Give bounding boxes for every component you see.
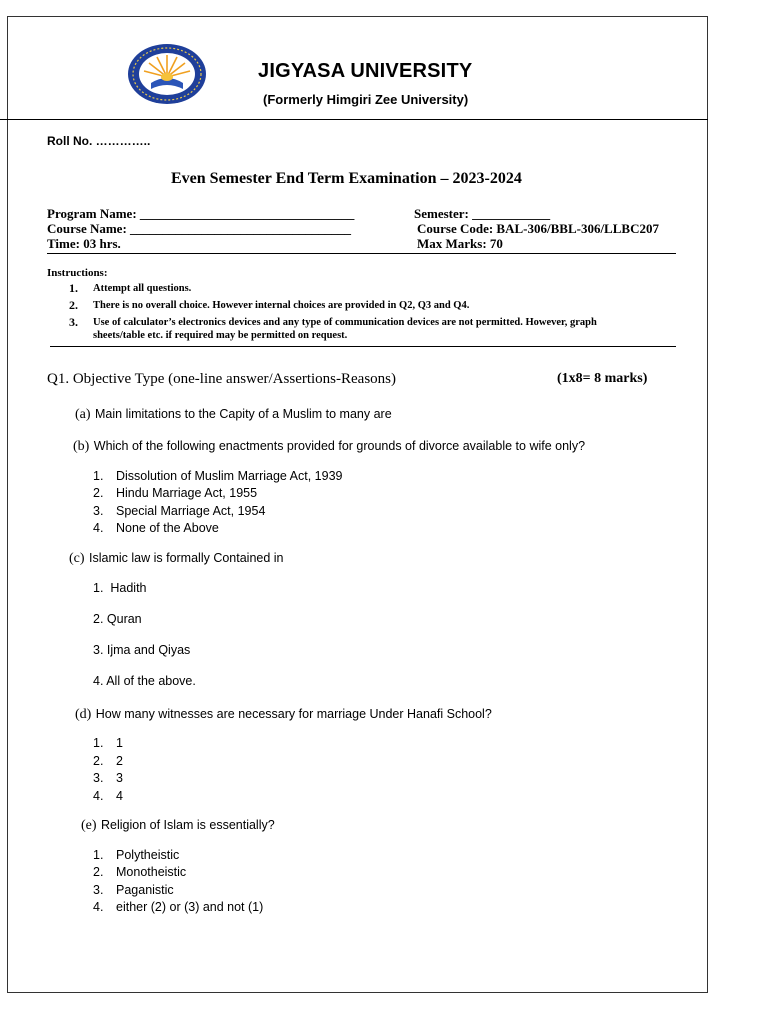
question-d-label: (d)	[75, 707, 92, 722]
university-logo-icon	[127, 43, 207, 105]
instructions-heading: Instructions:	[47, 267, 108, 279]
option-text: Dissolution of Muslim Marriage Act, 1939	[116, 469, 343, 483]
option-text: None of the Above	[116, 521, 219, 535]
question-d	[75, 705, 492, 723]
course-code: Course Code: BAL-306/BBL-306/LLBC207	[417, 221, 659, 236]
question-1-title: Q1. Objective Type (one-line answer/Assertions-Reasons)	[47, 371, 396, 387]
instruction-text: There is no overall choice. However internal choices are provided in Q2, Q3 and Q4.	[93, 300, 470, 311]
instruction-text: Use of calculator’s electronics devices and any type of communication devices are not permitted. However, graph	[93, 317, 597, 328]
question-c	[69, 549, 284, 567]
instruction-number: 1.	[69, 281, 78, 295]
university-subtitle: (Formerly Himgiri Zee University)	[263, 92, 469, 107]
option-number: 3.	[93, 883, 104, 897]
question-e	[81, 816, 275, 834]
question-c-text: Islamic law is formally Contained in	[89, 551, 284, 565]
instruction-number: 2.	[69, 298, 78, 312]
option-number: 1.	[93, 848, 104, 862]
option-number: 3.	[93, 771, 104, 785]
option-item: 4. All of the above.	[93, 674, 196, 688]
option-item: 2. Quran	[93, 612, 142, 626]
roll-number: Roll No. …………..	[47, 134, 151, 148]
course-name: Course Name: __________________________________	[47, 221, 352, 236]
exam-title: Even Semester End Term Examination – 2023-2024	[171, 170, 522, 187]
option-item: 3. Ijma and Qiyas	[93, 643, 191, 657]
header-divider	[0, 119, 708, 120]
option-number: 2.	[93, 754, 104, 768]
option-text: Hindu Marriage Act, 1955	[116, 486, 258, 500]
option-text: 4	[116, 789, 123, 803]
option-number: 1.	[93, 736, 104, 750]
max-marks: Max Marks: 70	[417, 236, 503, 251]
option-text: Paganistic	[116, 883, 174, 897]
program-name: Program Name: _________________________________	[47, 206, 355, 221]
option-number: 2.	[93, 486, 104, 500]
question-a-text: Main limitations to the Capity of a Muslim to many are	[95, 407, 392, 421]
option-number: 1.	[93, 469, 104, 483]
instructions-divider	[50, 346, 676, 347]
option-number: 4.	[93, 789, 104, 803]
instruction-number: 3.	[69, 315, 78, 329]
question-d-text: How many witnesses are necessary for marriage Under Hanafi School?	[95, 707, 492, 721]
question-a-label: (a)	[75, 407, 91, 422]
option-text: Special Marriage Act, 1954	[116, 504, 266, 518]
instruction-text-continued: sheets/table etc. if required may be permitted on request.	[93, 330, 348, 341]
option-text: 2	[116, 754, 123, 768]
option-number: 4.	[93, 521, 104, 535]
exam-time: Time: 03 hrs.	[47, 236, 121, 251]
option-text: Polytheistic	[116, 848, 180, 862]
question-a	[75, 405, 392, 423]
option-text: 3	[116, 771, 123, 785]
semester: Semester: ____________	[414, 206, 551, 221]
option-text: either (2) or (3) and not (1)	[116, 900, 264, 914]
university-name: JIGYASA UNIVERSITY	[258, 60, 473, 82]
instruction-text: Attempt all questions.	[93, 283, 192, 294]
question-1-marks: (1x8= 8 marks)	[557, 371, 648, 386]
question-c-label: (c)	[69, 551, 85, 566]
question-b-label: (b)	[73, 439, 90, 454]
page-border	[7, 16, 708, 993]
meta-divider	[47, 253, 676, 254]
option-text: 1	[116, 736, 123, 750]
question-b-text: Which of the following enactments provided for grounds of divorce available to wife only?	[93, 439, 586, 453]
option-number: 2.	[93, 865, 104, 879]
option-number: 4.	[93, 900, 104, 914]
question-e-text: Religion of Islam is essentially?	[101, 818, 275, 832]
option-number: 3.	[93, 504, 104, 518]
option-item: 1. Hadith	[93, 581, 147, 595]
option-text: Monotheistic	[116, 865, 187, 879]
question-b	[73, 437, 585, 455]
question-e-label: (e)	[81, 818, 97, 833]
